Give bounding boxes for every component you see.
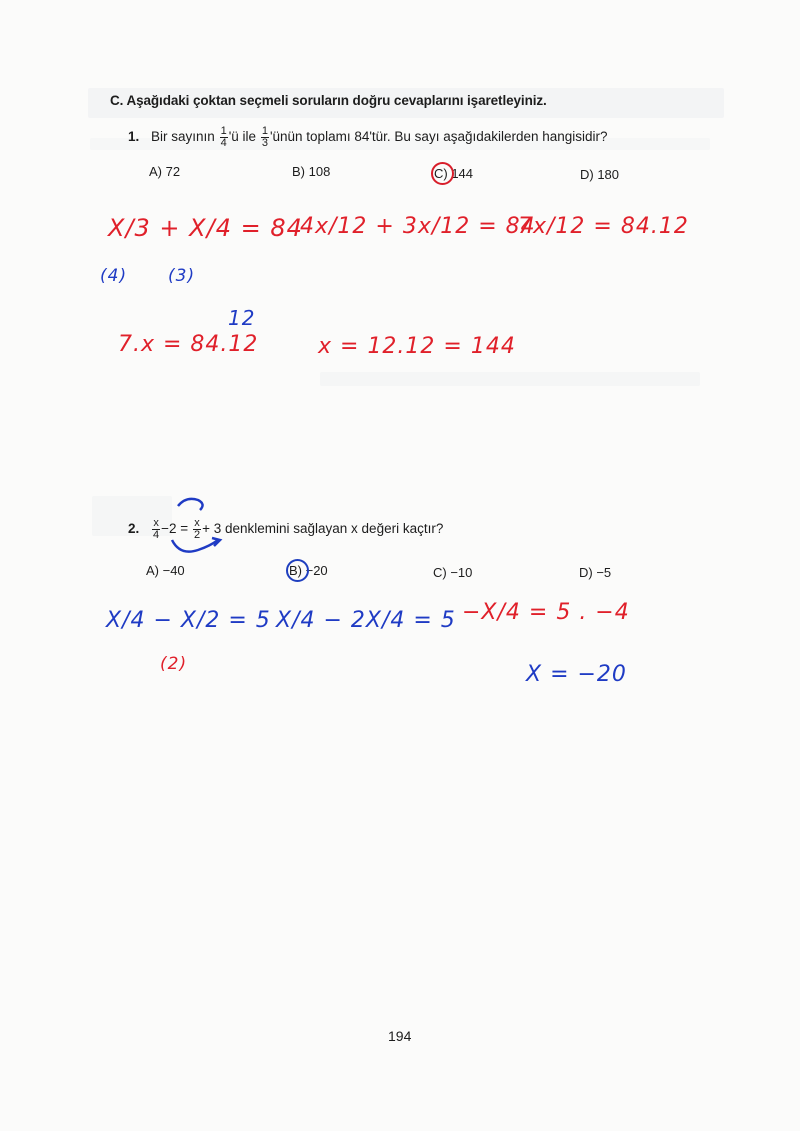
- fraction-denominator: 3: [261, 137, 268, 149]
- page-number: 194: [388, 1028, 412, 1044]
- question-text-part: Bir sayının: [151, 129, 215, 145]
- handwritten-result: X = −20: [526, 662, 627, 687]
- handwritten-work: X/3 + X/4 = 84: [108, 214, 303, 242]
- handwritten-work: X/4 − 2X/4 = 5: [276, 608, 456, 633]
- fraction-numerator: 1: [220, 125, 227, 137]
- handwritten-work: 7x/12 = 84.12: [518, 214, 689, 239]
- handwritten-work: 7.x = 84.12: [118, 332, 259, 357]
- handwritten-work: 4x/12 + 3x/12 = 84: [300, 214, 536, 239]
- question-2-text: [128, 518, 443, 541]
- fraction-numerator: x: [153, 517, 159, 529]
- option-c[interactable]: C) 144: [434, 166, 474, 181]
- question-number: 1.: [128, 129, 140, 145]
- fraction: [261, 126, 269, 149]
- fraction-denominator: 4: [153, 529, 160, 541]
- option-a[interactable]: A) 72: [149, 164, 181, 179]
- option-d[interactable]: D) −5: [579, 565, 612, 580]
- section-title: C. Aşağıdaki çoktan seçmeli soruların doğru cevaplarını işaretleyiniz.: [110, 93, 547, 108]
- handwritten-multiplier: (2): [160, 654, 188, 674]
- option-b[interactable]: B) −20: [289, 563, 328, 578]
- handwritten-multiplier: (4): [100, 266, 128, 286]
- bleed-through-band: [320, 372, 700, 386]
- handwritten-work: 12: [228, 306, 256, 330]
- handwritten-work: x = 12.12 = 144: [318, 334, 516, 359]
- fraction-denominator: 4: [220, 137, 227, 149]
- question-1-text: [128, 126, 608, 149]
- question-text-part: 'ünün toplamı 84'tür. Bu sayı aşağıdakilerden hangisidir?: [269, 129, 608, 145]
- handwritten-work: X/4 − X/2 = 5: [106, 608, 271, 633]
- option-b[interactable]: B) 108: [292, 164, 331, 179]
- question-text-part: + 3 denklemini sağlayan x değeri kaçtır?: [202, 521, 444, 537]
- fraction: [193, 518, 201, 541]
- fraction: [152, 518, 160, 541]
- question-text-part: −2 =: [161, 521, 189, 537]
- fraction: [220, 126, 228, 149]
- answer-circle-mark: [431, 162, 454, 185]
- handwritten-multiplier: (3): [168, 266, 196, 286]
- fraction-denominator: 2: [193, 529, 201, 541]
- fraction-numerator: 1: [261, 125, 268, 137]
- question-number: 2.: [128, 521, 140, 537]
- option-d[interactable]: D) 180: [580, 167, 620, 182]
- handwritten-work: −X/4 = 5 . −4: [462, 600, 630, 625]
- option-a[interactable]: A) −40: [146, 563, 185, 578]
- fraction-numerator: x: [194, 517, 200, 529]
- answer-circle-mark: [286, 559, 309, 582]
- option-c[interactable]: C) −10: [433, 565, 473, 580]
- question-text-part: 'ü ile: [228, 129, 257, 145]
